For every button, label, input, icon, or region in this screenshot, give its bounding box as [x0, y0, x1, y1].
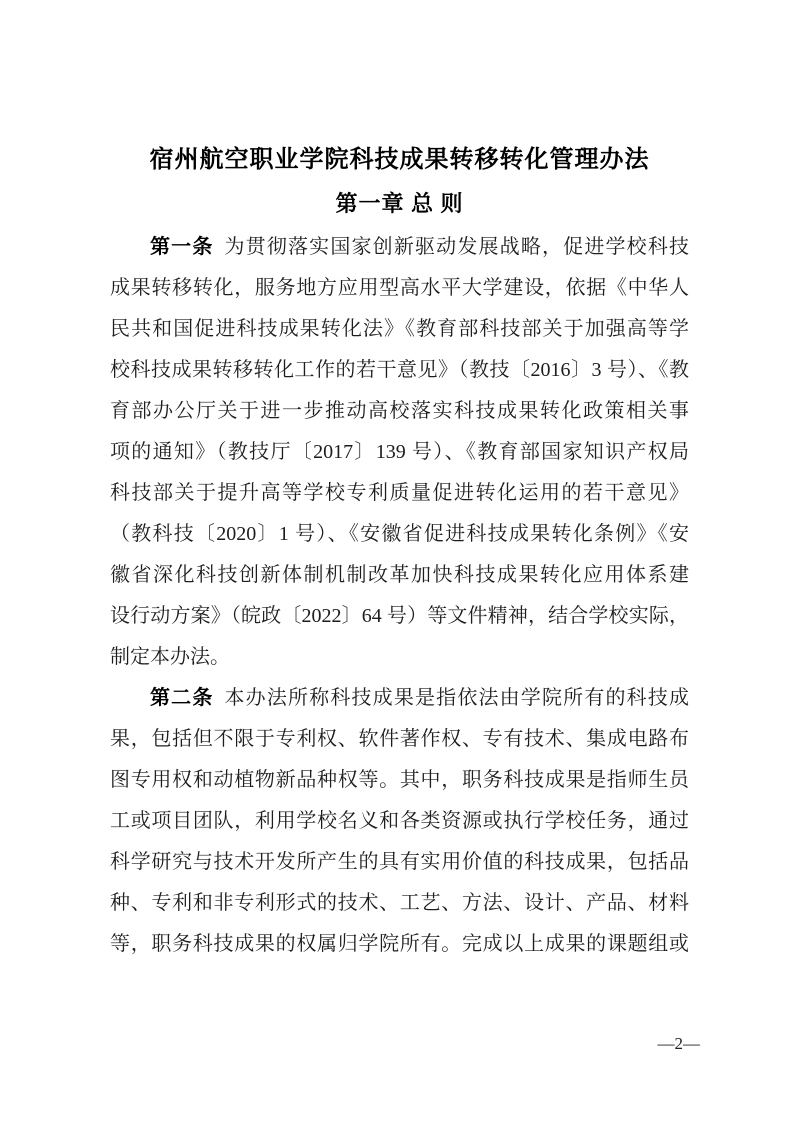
- text-line-content: 本办法所称科技成果是指依法由学院所有的科技成: [224, 687, 689, 709]
- article-2-label: 第二条: [150, 687, 214, 709]
- page-number: —2—: [657, 1034, 700, 1053]
- document-title: 宿州航空职业学院科技成果转移转化管理办法: [149, 146, 650, 173]
- paragraph-article-1: [110, 227, 689, 678]
- text-line: 成果转移转化，服务地方应用型高水平大学建设，依据《中华人: [110, 277, 689, 299]
- text-line: 育部办公厅关于进一步推动高校落实科技成果转化政策相关事: [110, 400, 689, 422]
- text-line: 设行动方案》（皖政〔2022〕64 号）等文件精神，结合学校实际，: [110, 605, 689, 627]
- text-line: （教科技〔2020〕1 号）、《安徽省促进科技成果转化条例》《安: [110, 523, 689, 545]
- document-content: [110, 145, 689, 965]
- paragraph-article-2: [110, 678, 689, 965]
- text-line: [110, 227, 689, 268]
- text-line: [110, 678, 689, 719]
- text-line: 校科技成果转移转化工作的若干意见》（教技〔2016〕3 号）、《教: [110, 359, 689, 381]
- text-line: 果，包括但不限于专利权、软件著作权、专有技术、集成电路布: [110, 728, 689, 750]
- text-line: 等，职务科技成果的权属归学院所有。完成以上成果的课题组或: [110, 933, 689, 955]
- text-line: 种、专利和非专利形式的技术、工艺、方法、设计、产品、材料: [110, 892, 689, 914]
- text-line: 工或项目团队，利用学校名义和各类资源或执行学校任务，通过: [110, 810, 689, 832]
- text-line: 图专用权和动植物新品种权等。其中，职务科技成果是指师生员: [110, 769, 689, 791]
- text-line: 民共和国促进科技成果转化法》《教育部科技部关于加强高等学: [110, 318, 689, 340]
- text-line: 徽省深化科技创新体制机制改革加快科技成果转化应用体系建: [110, 564, 689, 586]
- text-line: 项的通知》（教技厅〔2017〕139 号）、《教育部国家知识产权局: [110, 441, 689, 463]
- article-1-label: 第一条: [150, 236, 214, 258]
- text-line: 制定本办法。: [110, 646, 230, 668]
- text-line: 科学研究与技术开发所产生的具有实用价值的科技成果，包括品: [110, 851, 689, 873]
- text-line: 科技部关于提升高等学校专利质量促进转化运用的若干意见》: [110, 482, 689, 504]
- text-line-content: 为贯彻落实国家创新驱动发展战略，促进学校科技: [224, 236, 689, 258]
- chapter-heading: 第一章 总 则: [335, 191, 464, 216]
